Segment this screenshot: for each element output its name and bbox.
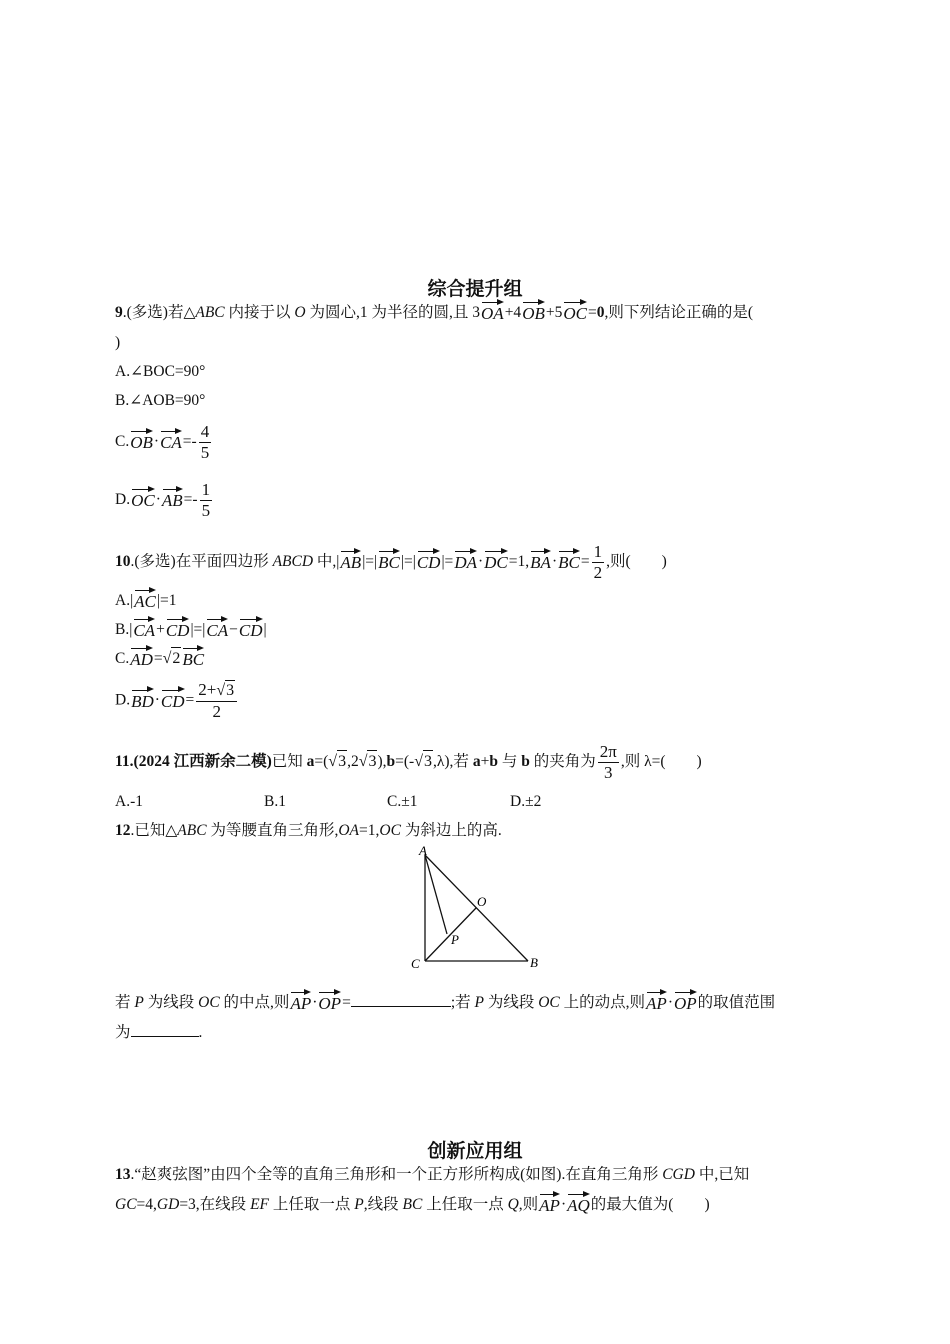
text: =1, [359, 822, 380, 839]
text: OC [198, 994, 220, 1011]
vector-op: OP [674, 990, 697, 1012]
text: =4, [136, 1196, 157, 1213]
question-11-option-b: B.1 [264, 793, 286, 810]
option-label: D. [115, 691, 131, 709]
question-9-option-d: D.OC·AB=- $\frac{1}{5}$ [115, 480, 211, 520]
text: 的最大值为( ) [590, 1196, 710, 1213]
vector-ap: AP [290, 990, 311, 1012]
square-root: √2 [163, 647, 182, 670]
text: P [134, 994, 144, 1011]
label-o: O [477, 894, 487, 909]
vector-b: b [386, 753, 396, 771]
option-label: C. [115, 650, 130, 667]
text: 的夹角为 [529, 753, 596, 771]
zero-vector: 0 [596, 304, 605, 321]
vector-a: a [306, 753, 315, 771]
denominator: 2 [212, 702, 221, 721]
text: +5 [545, 304, 563, 321]
text: |=| [362, 553, 378, 571]
text: ABC [195, 304, 225, 321]
text: 若 [115, 994, 135, 1011]
text: |= [441, 553, 454, 571]
label-a: A [419, 843, 427, 858]
denominator: 5 [201, 501, 211, 520]
vector-ab: AB [162, 487, 183, 509]
text: ,λ),若 [433, 753, 473, 771]
text: | [263, 621, 267, 638]
text: − [229, 621, 238, 638]
text: =3,在线段 [179, 1196, 251, 1213]
text: 为 [115, 1024, 131, 1041]
vector-da: DA [454, 549, 477, 571]
text: O [294, 304, 306, 321]
vector-cd: CD [166, 617, 190, 639]
vector-b: b [521, 753, 530, 771]
question-number: 9 [115, 304, 123, 321]
text: .已知△ [130, 822, 178, 839]
text: |=| [400, 553, 416, 571]
text: ,2 [347, 753, 359, 771]
text: OA [338, 822, 360, 839]
text: 为线段 [143, 994, 199, 1011]
text: =- [183, 491, 198, 509]
question-12-stem [115, 820, 502, 842]
vector-ab: AB [340, 549, 361, 571]
vector-ap: AP [539, 1192, 560, 1214]
text: |=1 [156, 592, 177, 609]
text: OC [538, 994, 560, 1011]
text: ,则 [518, 1196, 539, 1213]
source: .(2024 江西新余二模) [129, 753, 272, 771]
fraction [598, 742, 619, 783]
text: 的中点,则 [219, 994, 290, 1011]
question-number: 13 [115, 1166, 131, 1183]
question-11-stem [115, 742, 702, 783]
vector-dc: DC [484, 549, 508, 571]
text: + [480, 753, 490, 771]
text: =1, [508, 553, 530, 571]
vector-bd: BD [131, 688, 154, 710]
square-root: √3 [414, 750, 433, 773]
vector-ba: BA [530, 549, 551, 571]
question-number: 11 [115, 753, 130, 771]
numerator: 4 [200, 422, 210, 441]
text: ,则下列结论正确的是( [604, 304, 754, 321]
vector-bc: BC [182, 646, 204, 668]
text: = [342, 994, 351, 1011]
question-10-option-b [115, 617, 267, 641]
text: .(多选)在平面四边形 [130, 553, 273, 571]
section-title-innovation: 创新应用组 [427, 1140, 523, 1162]
square-root: √3 [359, 750, 378, 773]
text: 已知 [271, 753, 307, 771]
text: P [354, 1196, 364, 1213]
text: BC [402, 1196, 423, 1213]
denominator: 5 [200, 443, 210, 462]
vector-ca: CA [133, 617, 155, 639]
text: GC [115, 1196, 137, 1213]
label-b: B [530, 955, 538, 970]
option-label: D. [115, 491, 131, 509]
question-12-text: 若 P 为线段 OC 的中点,则AP·OP= ;若 P 为线段 OC 上的动点,则AP·OP的取值范围 [115, 990, 775, 1014]
text: OC [379, 822, 401, 839]
vector-a: a [472, 753, 481, 771]
text: = [185, 691, 195, 709]
text: 2+ [198, 680, 217, 699]
vector-ad: AD [130, 646, 153, 668]
vector-ac: AC [134, 588, 156, 610]
vector-ob: OB [522, 300, 545, 322]
question-9-option-a: A.∠BOC=90° [115, 363, 206, 380]
fraction [200, 480, 213, 521]
text: 为斜边上的高. [400, 822, 502, 839]
text: 为圆心,1 为半径的圆,且 3 [305, 304, 481, 321]
question-number: 12 [115, 822, 131, 839]
radicand: 3 [423, 750, 433, 773]
question-9-stem-end: ) [115, 334, 121, 351]
text: 为线段 [483, 994, 539, 1011]
text: .“赵爽弦图”由四个全等的直角三角形和一个正方形所构成(如图).在直角三角形 [130, 1166, 663, 1183]
numerator [196, 680, 237, 702]
vector-bc: BC [558, 549, 580, 571]
radicand: 3 [367, 750, 377, 773]
text: 上的动点,则 [559, 994, 646, 1011]
text: P [474, 994, 484, 1011]
option-label: A.| [115, 592, 134, 609]
triangle-figure [400, 842, 550, 972]
text: |=| [190, 621, 206, 638]
question-13-stem-2: GC=4,GD=3,在线段 EF 上任取一点 P,线段 BC 上任取一点 Q,则AP·AQ的最大值为( ) [115, 1192, 710, 1216]
text: =( [314, 753, 329, 771]
question-11-option-c: C.±1 [387, 793, 418, 810]
label-c: C [411, 956, 420, 971]
text: .(多选)若△ [122, 304, 196, 321]
vector-b: b [489, 753, 498, 771]
fraction [199, 422, 212, 463]
question-9-stem [115, 300, 753, 324]
text: ,则( ) [606, 553, 667, 571]
vector-op: OP [318, 990, 341, 1012]
numerator: 2π [599, 742, 617, 761]
text: ,线段 [363, 1196, 403, 1213]
label-p: P [451, 932, 459, 947]
vector-ca: CA [160, 429, 182, 451]
denominator: 2 [593, 563, 603, 582]
text: =- [182, 433, 197, 451]
text: 中,已知 [694, 1166, 750, 1183]
text: 的取值范围 [697, 994, 776, 1011]
radicand: 2 [171, 647, 181, 670]
text: 上任取一点 [422, 1196, 508, 1213]
numerator: 1 [593, 542, 603, 561]
radicand: 3 [226, 682, 235, 699]
denominator: 3 [604, 763, 613, 782]
answer-blank-1[interactable] [351, 1006, 451, 1007]
text: 与 [497, 753, 522, 771]
text: ;若 [450, 994, 475, 1011]
text: ABCD [272, 553, 314, 571]
vector-bc: BC [378, 549, 400, 571]
option-label: B.| [115, 621, 133, 638]
text: = [580, 553, 590, 571]
vector-ca: CA [206, 617, 228, 639]
vector-oa: OA [481, 300, 504, 322]
text: 为等腰直角三角形, [206, 822, 339, 839]
vector-cd: CD [239, 617, 263, 639]
text: ), [377, 753, 387, 771]
vector-cd: CD [417, 549, 441, 571]
question-11-option-a: A.-1 [115, 793, 143, 810]
vector-cd: CD [161, 688, 185, 710]
question-10-stem: 10.(多选)在平面四边形 ABCD 中,|AB|=|BC|=|CD|=DA·DC=1,BA·BC= $\frac{1}{2}$ ,则( ) [115, 542, 667, 582]
text: = [153, 650, 163, 667]
text: Q [507, 1196, 519, 1213]
question-12-text-end [115, 1022, 202, 1044]
vector-oc: OC [131, 487, 155, 509]
vector-aq: AQ [567, 1192, 590, 1214]
question-10-option-d: D.BD·CD= $\frac{2+√3}{2}$ [115, 680, 239, 722]
option-label: C. [115, 433, 130, 451]
text: =(- [395, 753, 415, 771]
question-9-option-b: B.∠AOB=90° [115, 392, 206, 409]
text: = [587, 304, 597, 321]
question-9-option-c: C.OB·CA=- $\frac{4}{5}$ [115, 422, 210, 462]
text: EF [250, 1196, 269, 1213]
text: . [198, 1024, 203, 1041]
text: 内接于以 [224, 304, 295, 321]
text: CGD [662, 1166, 695, 1183]
text: 中,| [313, 553, 340, 571]
question-number: 10 [115, 553, 131, 571]
numerator: 1 [201, 480, 211, 499]
text: ABC [177, 822, 207, 839]
square-root: √3 [328, 750, 347, 773]
question-10-option-a [115, 588, 177, 612]
answer-blank-2[interactable] [131, 1036, 199, 1037]
vector-ap: AP [646, 990, 667, 1012]
text: + [156, 621, 165, 638]
text: GD [156, 1196, 180, 1213]
vector-ob: OB [130, 429, 153, 451]
question-13-stem [115, 1164, 749, 1186]
square-root: √3 [216, 682, 235, 699]
question-10-option-c [115, 646, 205, 670]
text: 上任取一点 [269, 1196, 355, 1213]
fraction [592, 542, 605, 583]
text: ,则 λ=( ) [620, 753, 702, 771]
question-11-option-d: D.±2 [510, 793, 542, 810]
text: +4 [504, 304, 522, 321]
vector-oc: OC [563, 300, 587, 322]
section-title-comprehensive: 综合提升组 [427, 278, 523, 300]
radicand: 3 [337, 750, 347, 773]
fraction [196, 680, 237, 722]
